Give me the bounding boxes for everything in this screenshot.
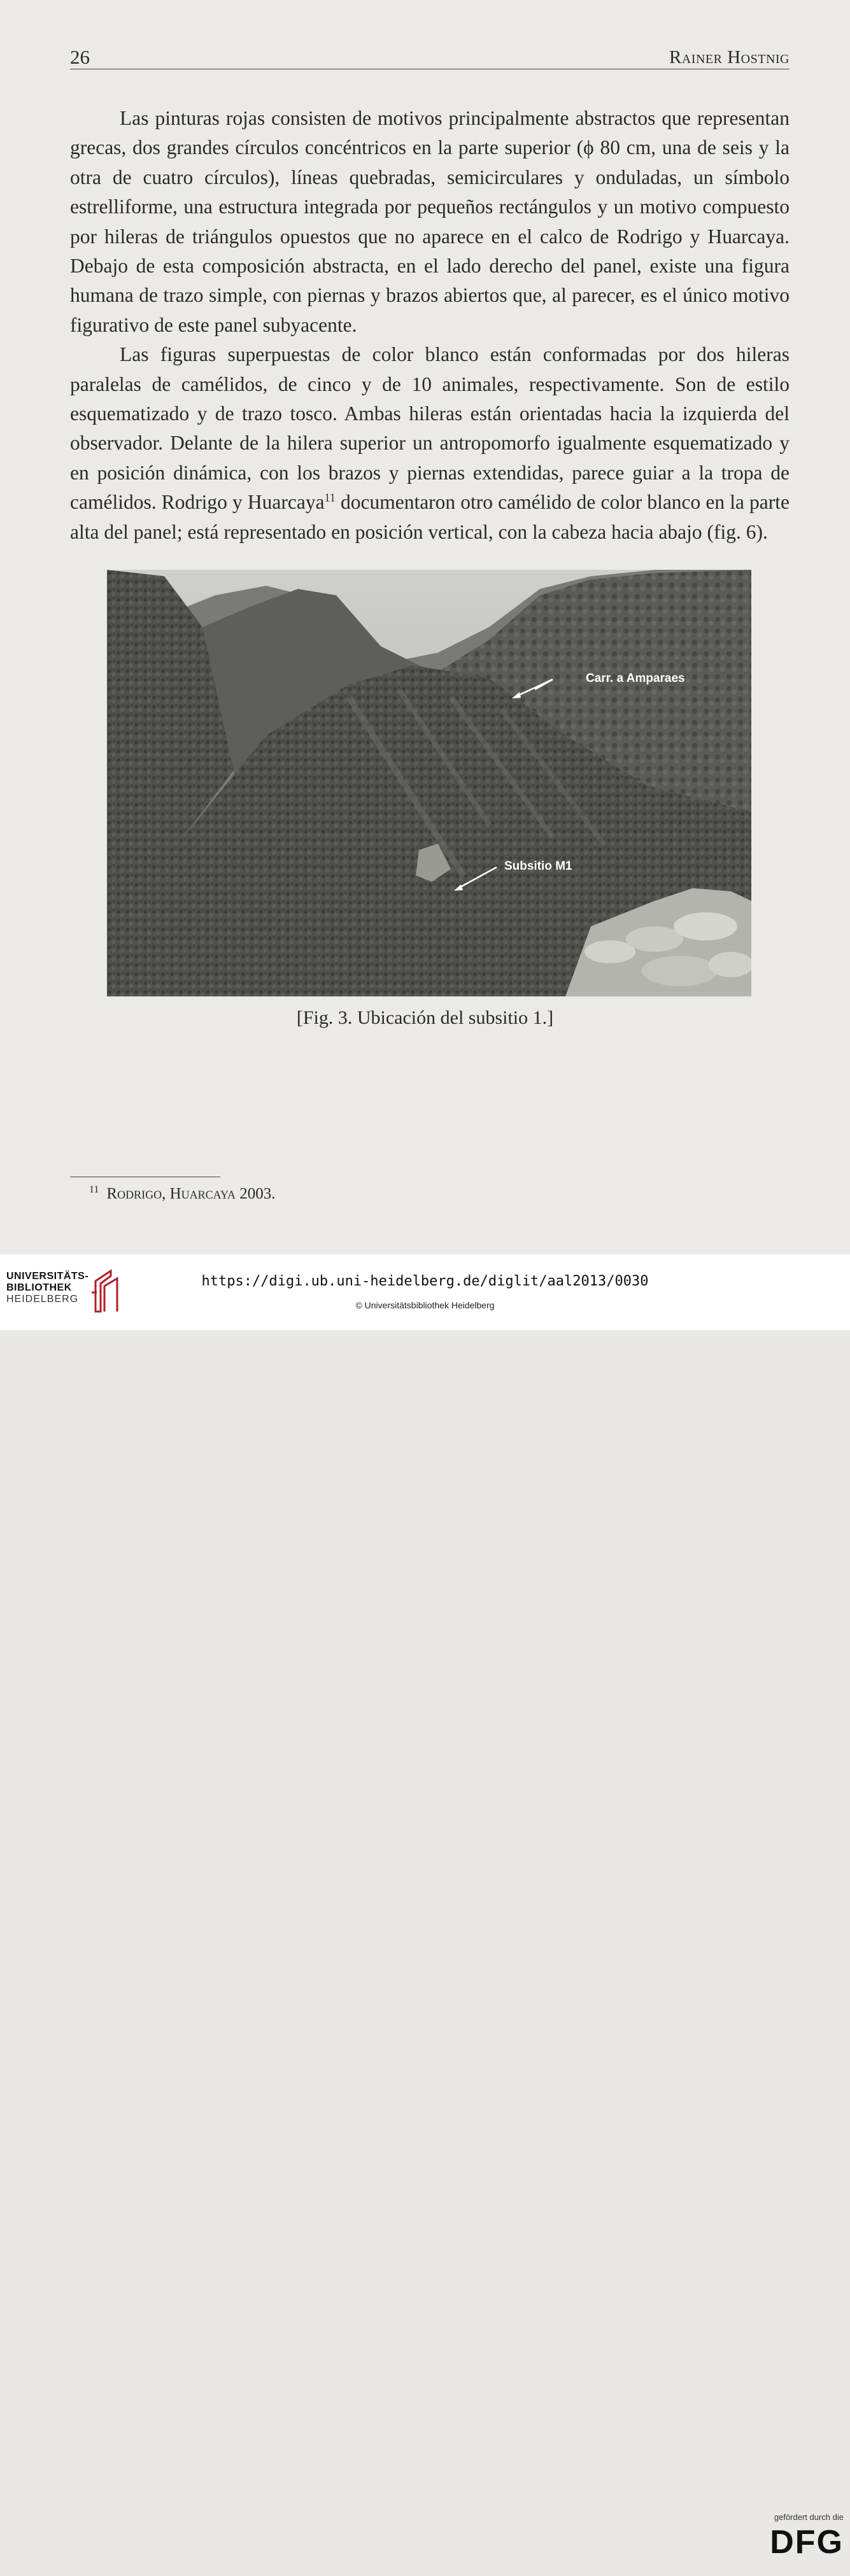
footnote-year: 2003. <box>236 1185 276 1203</box>
paragraph-2 <box>70 340 790 547</box>
funder-text: gefördert durch die <box>774 2512 844 2522</box>
page <box>0 0 850 1254</box>
paragraph-2-tail: documentaron otro camélido de color blanco en la parte alta del panel; está representado en posición vertical, con la cabeza hacia abajo (fig. 6). <box>70 491 790 543</box>
dfg-funder-logo[interactable] <box>751 2512 844 2576</box>
label-road: Carr. a Amparaes <box>586 672 685 685</box>
footnote-mark: 11 <box>89 1184 99 1195</box>
label-site: Subsitio M1 <box>504 860 572 873</box>
digitization-footer <box>0 1254 850 2561</box>
mountain-landscape-photo <box>107 570 751 996</box>
footnote-reference[interactable]: 11 <box>324 491 336 504</box>
logo-line-1: UNIVERSITÄTS- <box>6 1271 89 1282</box>
copyright-notice: © Universitätsbibliothek Heidelberg <box>355 1300 495 1310</box>
figure-photo <box>107 570 751 996</box>
permalink-url[interactable]: https://digi.ub.uni-heidelberg.de/diglit/aal2013/0030 <box>201 1273 649 1289</box>
body-text <box>70 104 790 547</box>
paragraph-2-text: Las figuras superpuestas de color blanco están conformadas por dos hileras paralelas de camélidos, de cinco y de 10 animales, respectivamente. Son de estilo esquematizado y de trazo tosco. Ambas hileras están orientadas hacia la izquierda del observador. Delante de la hilera superior un antropomorfo igualmente esquematizado y en posición dinámica, con los brazos y piernas extendidas, parece guiar a la tropa de camélidos. Rodrigo y Huarcaya <box>70 343 790 514</box>
page-header <box>70 43 790 69</box>
paragraph-1: Las pinturas rojas consisten de motivos principalmente abstractos que representan grecas, dos grandes círculos concéntricos en la parte superior (ϕ 80 cm, una de seis y la otra de cuatro círculos), líneas quebradas, semicirculares y onduladas, un símbolo estrelliforme, una estructura integrada por pequeños rectángulos y un motivo compuesto por hileras de triángulos opuestos que no aparece en el calco de Rodrigo y Huarcaya. Debajo de esta composición abstracta, en el lado derecho del panel, existe una figura humana de trazo simple, con piernas y brazos abiertos que, al parecer, es el único motivo figurativo de este panel subyacente. <box>70 107 790 336</box>
running-head: Rainer Hostnig <box>669 47 790 67</box>
figure-caption: [Fig. 3. Ubicación del subsitio 1.] <box>296 1007 554 1028</box>
dfg-logo: DFG <box>770 2524 844 2561</box>
footnote-authors: Rodrigo, Huarcaya <box>106 1185 236 1203</box>
footnote <box>89 1184 276 1203</box>
page-number: 26 <box>70 46 90 68</box>
logo-line-2: BIBLIOTHEK <box>6 1282 72 1293</box>
logo-line-3: HEIDELBERG <box>6 1294 79 1305</box>
